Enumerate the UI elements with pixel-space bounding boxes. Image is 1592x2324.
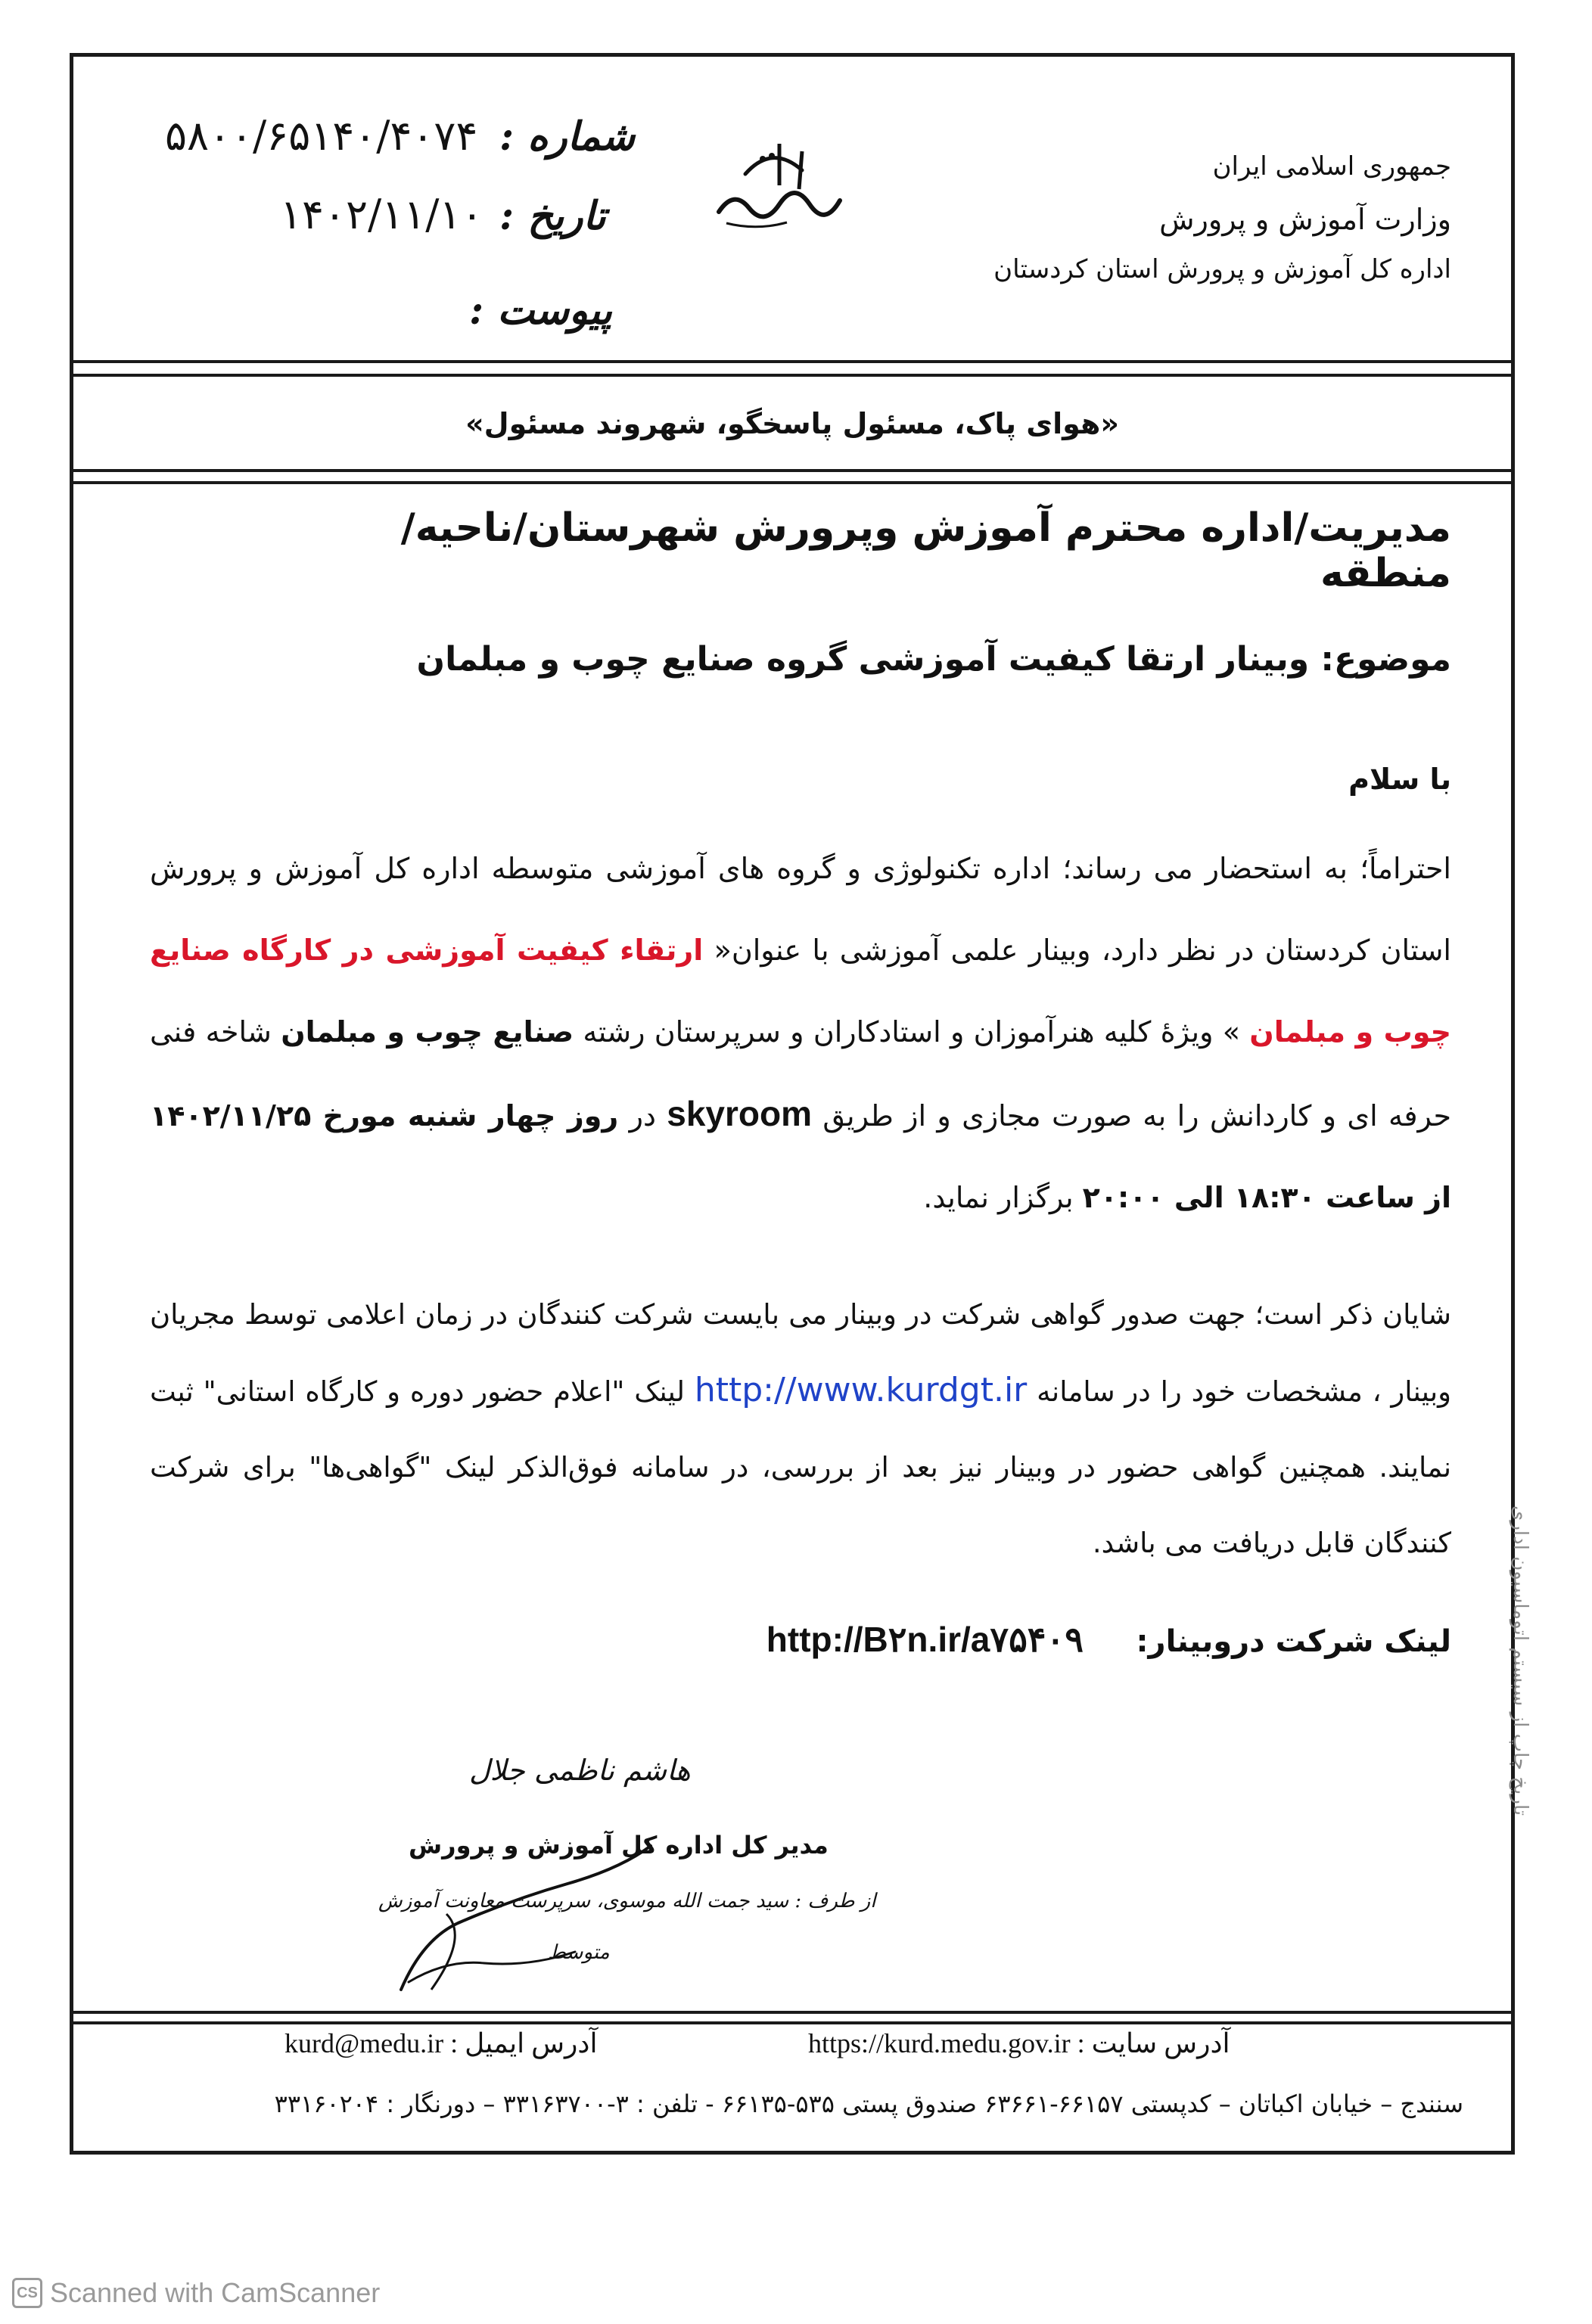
- addressee: مدیریت/اداره محترم آموزش وپرورش شهرستان/ناحیه/منطقه: [400, 505, 1451, 596]
- slogan: «هوای پاک، مسئول پاسخگو، شهروند مسئول»: [465, 407, 1119, 440]
- date-label: تاریخ :: [499, 193, 606, 239]
- webinar-link-line: [150, 1619, 1451, 1660]
- webinar-link-label: لینک شرکت دروبینار:: [1136, 1624, 1451, 1659]
- header-divider: [70, 360, 1515, 363]
- body-text: شاخه فنی حرفه ای و کاردانش را به صورت مجازی و از طریق: [150, 1015, 1451, 1132]
- greeting: با سلام: [1348, 763, 1451, 796]
- number-label: شماره :: [499, 113, 636, 160]
- scanner-watermark: [12, 2277, 380, 2309]
- webinar-link-url[interactable]: http://B۲n.ir/a۷۵۴۰۹: [766, 1620, 1084, 1659]
- site-label: آدرس سایت :: [1077, 2028, 1230, 2058]
- body-paragraph-2: [150, 1277, 1451, 1581]
- subject-line: موضوع: وبینار ارتقا کیفیت آموزشی گروه صنایع چوب و مبلمان: [416, 640, 1451, 679]
- webinar-datetime: روز چهار شنبه مورخ ۱۴۰۲/۱۱/۲۵ از ساعت ۱۸:۳۰ الی ۲۰:۰۰: [150, 1099, 1451, 1214]
- email-address[interactable]: kurd@medu.ir: [285, 2028, 444, 2058]
- slogan-divider-2: [70, 481, 1515, 484]
- org-line-country: جمهوری اسلامی ایران: [1212, 151, 1451, 182]
- side-note-text: تاریخ چاپ از سیستم اتوماسیون اداری: [1509, 1505, 1531, 1816]
- body-text: لینک "اعلام حضور دوره و کارگاه استانی" ثبت نمایند. همچنین گواهی حضور در وبینار نیز بعد از بررسی، در سامانه فوق‌الذکر لینک "گواهی‌ها" برای شرکت کنندگان قابل دریافت می باشد.: [150, 1375, 1451, 1559]
- footer-address: سنندج – خیابان اکباتان – کدپستی ۶۶۱۵۷-۶۳۶۶۱ صندوق پستی ۵۳۵-۶۶۱۳۵ - تلفن : ۳-۳۳۱۶۳۷۰۰ – دورنگار : ۳۳۱۶۰۲۰۴: [274, 2089, 1463, 2118]
- signatory-name: هاشم ناظمی جلال: [469, 1754, 691, 1787]
- org-line-ministry: وزارت آموزش و پرورش: [1159, 203, 1451, 236]
- platform-name: skyroom: [667, 1094, 812, 1133]
- field-name: صنایع چوب و مبلمان: [281, 1015, 574, 1049]
- letter-number: ۵۸۰۰/۶۵۱۴۰/۴۰۷۴: [165, 112, 478, 160]
- scanner-text: Scanned with CamScanner: [50, 2277, 381, 2308]
- body-text: » ویژۀ کلیه هنرآموزان و استادکاران و سرپرستان رشته: [583, 1015, 1240, 1049]
- footer-divider: [70, 2011, 1515, 2014]
- registration-link[interactable]: http://www.kurdgt.ir: [694, 1371, 1028, 1409]
- side-note: [1506, 1505, 1541, 2080]
- footer-divider-2: [70, 2021, 1515, 2024]
- body-text: در: [629, 1099, 656, 1132]
- body-text: احتراماً؛ به استحضار می رساند؛ اداره تکنولوژی و گروه های آموزشی متوسطه اداره کل آموزش و پرورش استان کردستان در نظر دارد، وبینار علمی آموزشی با عنوان«: [150, 852, 1451, 967]
- on-behalf-of-2: متوسط: [548, 1941, 610, 1964]
- slogan-divider: [70, 469, 1515, 472]
- org-line-office: اداره کل آموزش و پرورش استان کردستان: [993, 254, 1451, 284]
- body-text: برگزار نماید.: [923, 1181, 1074, 1214]
- body-text: شایان ذکر است؛ جهت صدور گواهی شرکت در وبینار می بایست شرکت کنندگان در زمان اعلامی توسط مجریان وبینار ، مشخصات خود را در سامانه: [150, 1298, 1451, 1408]
- attachment-label: پیوست :: [469, 287, 612, 334]
- basmala-calligraphy: [704, 129, 847, 235]
- letter-date: ۱۴۰۲/۱۱/۱۰: [280, 191, 484, 238]
- webinar-title: ارتقاء کیفیت آموزشی در کارگاه صنایع چوب و مبلمان: [150, 934, 1451, 1049]
- site-url[interactable]: https://kurd.medu.gov.ir: [808, 2028, 1071, 2058]
- footer-site: [808, 2027, 1230, 2059]
- camscanner-logo-icon: CS: [12, 2278, 42, 2308]
- email-label: آدرس ایمیل :: [450, 2028, 598, 2058]
- footer-email: [285, 2027, 597, 2059]
- signatory-title: مدیر کل اداره کل آموزش و پرورش: [409, 1831, 829, 1860]
- header-divider-2: [70, 374, 1515, 377]
- body-paragraph-1: [150, 828, 1451, 1238]
- on-behalf-of: از طرف : سید جمت الله موسوی، سرپرست معاونت آموزش: [378, 1890, 876, 1912]
